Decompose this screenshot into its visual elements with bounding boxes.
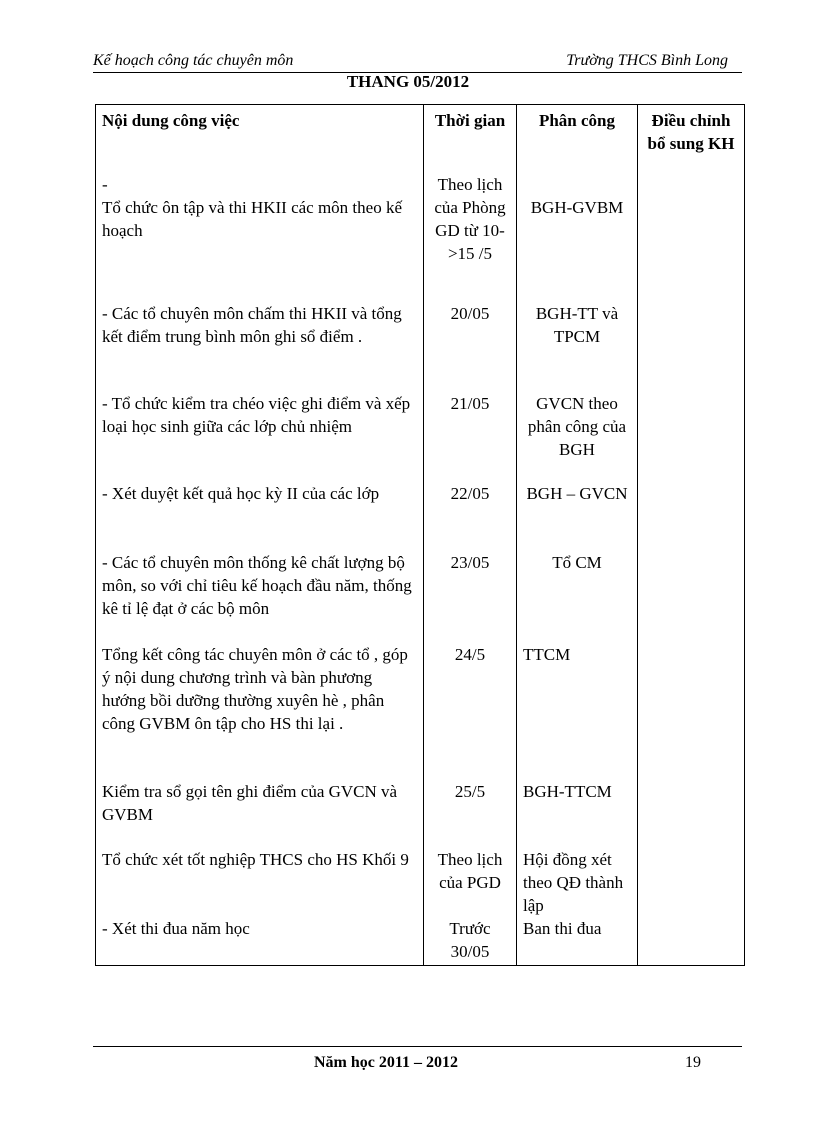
row-time: 20/05 [424, 302, 517, 392]
row-content: - Xét duyệt kết quả học kỳ II của các lớp [96, 482, 424, 551]
row-content: Tổ chức xét tốt nghiệp THCS cho HS Khối 9 [96, 848, 424, 917]
row-content: - Xét thi đua năm học [96, 917, 424, 965]
page-number: 19 [685, 1054, 701, 1071]
header-content: Nội dung công việc [96, 105, 424, 174]
table-row [96, 392, 745, 482]
row-assign: Ban thi đua [517, 917, 638, 965]
row-time: Trước 30/05 [424, 917, 517, 965]
row-assign: GVCN theo phân công của BGH [517, 392, 638, 482]
table-row [96, 848, 745, 917]
header-time: Thời gian [424, 105, 517, 174]
header-school-name: Trường THCS Bình Long [566, 52, 728, 69]
row-assign: Tổ CM [517, 551, 638, 643]
row-adjust [638, 482, 745, 551]
row-adjust [638, 643, 745, 780]
row-time: 24/5 [424, 643, 517, 780]
row-time: Theo lịch của PGD [424, 848, 517, 917]
row-time: Theo lịch của Phòng GD từ 10->15 /5 [424, 173, 517, 302]
row-time: 21/05 [424, 392, 517, 482]
row-content: - Tổ chức kiểm tra chéo việc ghi điểm và xếp loại học sinh giữa các lớp chủ nhiệm [96, 392, 424, 482]
row-assign: BGH – GVCN [517, 482, 638, 551]
table-header-row [96, 105, 745, 174]
table-row [96, 551, 745, 643]
page-title: THANG 05/2012 [346, 72, 470, 91]
plan-table [95, 104, 745, 966]
row-assign: TTCM [517, 643, 638, 780]
row-assign: BGH-GVBM [517, 173, 638, 302]
row-adjust [638, 392, 745, 482]
table-row [96, 917, 745, 965]
row-content: - Các tổ chuyên môn thống kê chất lượng bộ môn, so với chỉ tiêu kế hoạch đầu năm, thống kê tỉ lệ đạt ở các bộ môn [96, 551, 424, 643]
page-footer [93, 1046, 742, 1071]
table-row [96, 302, 745, 392]
row-adjust [638, 780, 745, 848]
table-row [96, 780, 745, 848]
row-adjust [638, 551, 745, 643]
header-doc-title: Kế hoạch công tác chuyên môn [93, 52, 294, 69]
header-adjust: Điều chỉnh bổ sung KH [638, 105, 745, 174]
row-adjust [638, 917, 745, 965]
row-content: - Các tổ chuyên môn chấm thi HKII và tổng kết điểm trung bình môn ghi sổ điểm . [96, 302, 424, 392]
table-row [96, 482, 745, 551]
table-row [96, 173, 745, 302]
row-time: 23/05 [424, 551, 517, 643]
row-adjust [638, 302, 745, 392]
header-assign: Phân công [517, 105, 638, 174]
page-header [93, 52, 742, 73]
row-assign: BGH-TT và TPCM [517, 302, 638, 392]
row-assign: Hội đồng xét theo QĐ thành lập [517, 848, 638, 917]
row-time: 25/5 [424, 780, 517, 848]
row-content: - Tổ chức ôn tập và thi HKII các môn theo kế hoạch [96, 173, 424, 302]
row-adjust [638, 173, 745, 302]
row-content: Kiểm tra sổ gọi tên ghi điểm của GVCN và GVBM [96, 780, 424, 848]
row-assign: BGH-TTCM [517, 780, 638, 848]
footer-school-year: Năm học 2011 – 2012 [314, 1054, 458, 1071]
table-row [96, 643, 745, 780]
row-time: 22/05 [424, 482, 517, 551]
row-adjust [638, 848, 745, 917]
row-content: Tổng kết công tác chuyên môn ở các tổ , góp ý nội dung chương trình và bàn phương hướng bồi dưỡng thường xuyên hè , phân công GVBM ôn tập cho HS thi lại . [96, 643, 424, 780]
